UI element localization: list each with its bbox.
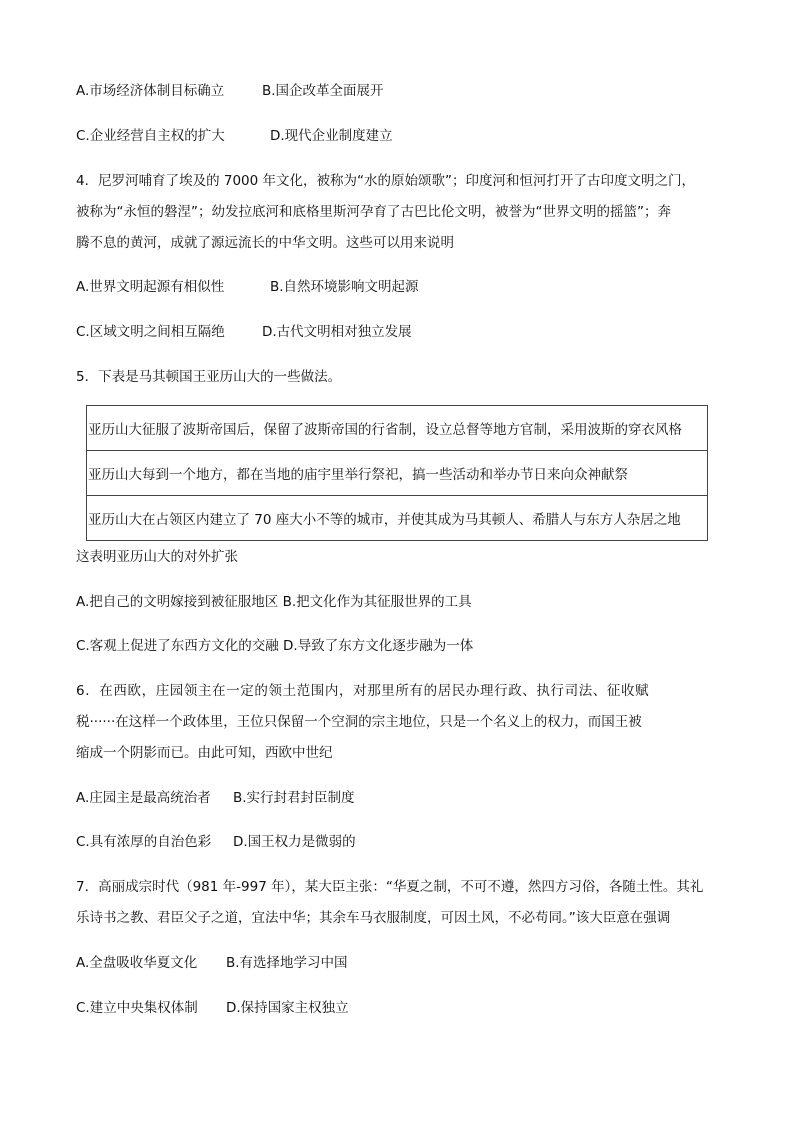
q6-option-a: A.庄园主是最高统治者 xyxy=(76,790,211,806)
q7-stem-line1: 7．高丽成宗时代（981 年-997 年），某大臣主张：“华夏之制，不可不遵，然四方习俗，各随土性。其礼 xyxy=(76,879,704,895)
q4-stem-line2: 被称为“永恒的磐涅”；幼发拉底河和底格里斯河孕育了古巴比伦文明，被誉为“世界文明的摇篮”；奔 xyxy=(76,204,671,220)
q4-option-c: C.区域文明之间相互隔绝 xyxy=(76,324,225,340)
q5-options-ab: A.把自己的文明嫁接到被征服地区 B.把文化作为其征服世界的工具 xyxy=(76,594,472,610)
q7-option-b: B.有选择地学习中国 xyxy=(226,955,348,971)
table-cell: 亚历山大征服了波斯帝国后，保留了波斯帝国的行省制，设立总督等地方官制，采用波斯的穿衣风格 xyxy=(87,406,708,451)
q7-stem-line2: 乐诗书之教、君臣父子之道，宜法中华；其余车马衣服制度，可因土风，不必苟同。”该大臣意在强调 xyxy=(76,910,671,926)
table-row xyxy=(87,496,708,541)
table-row xyxy=(87,406,708,451)
q6-stem-line2: 税······在这样一个政体里，王位只保留一个空洞的宗主地位，只是一个名义上的权力，而国王被 xyxy=(76,714,642,730)
q4-stem-line1: 4．尼罗河哺育了埃及的 7000 年文化，被称为“水的原始颂歌”；印度河和恒河打开了古印度文明之门， xyxy=(76,173,696,189)
q6-stem-line3: 缩成一个阴影而已。由此可知，西欧中世纪 xyxy=(76,745,333,761)
q3-option-b: B.国企改革全面展开 xyxy=(262,83,384,99)
q5-stem: 5．下表是马其顿国王亚历山大的一些做法。 xyxy=(76,369,342,385)
q5-table xyxy=(86,405,708,541)
q7-option-a: A.全盘吸收华夏文化 xyxy=(76,955,198,971)
q6-option-d: D.国王权力是微弱的 xyxy=(233,834,356,850)
table-cell: 亚历山大每到一个地方，都在当地的庙宇里举行祭祀，搞一些活动和举办节日来向众神献祭 xyxy=(87,451,708,496)
q3-option-a: A.市场经济体制目标确立 xyxy=(76,83,225,99)
table-cell: 亚历山大在占领区内建立了 70 座大小不等的城市，并使其成为马其顿人、希腊人与东方人杂居之地 xyxy=(87,496,708,541)
q4-option-b: B.自然环境影响文明起源 xyxy=(270,279,419,295)
q4-option-a: A.世界文明起源有相似性 xyxy=(76,279,225,295)
q6-option-c: C.具有浓厚的自治色彩 xyxy=(76,834,212,850)
q4-option-d: D.古代文明相对独立发展 xyxy=(262,324,412,340)
q7-option-d: D.保持国家主权独立 xyxy=(226,1000,349,1016)
table-row xyxy=(87,451,708,496)
q3-option-c: C.企业经营自主权的扩大 xyxy=(76,128,225,144)
q5-options-cd: C.客观上促进了东西方文化的交融 D.导致了东方文化逐步融为一体 xyxy=(76,638,474,654)
q6-stem-line1: 6．在西欧，庄园领主在一定的领土范围内，对那里所有的居民办理行政、执行司法、征收赋 xyxy=(76,683,650,699)
q5-followup: 这表明亚历山大的对外扩张 xyxy=(76,549,238,565)
q3-option-d: D.现代企业制度建立 xyxy=(270,128,393,144)
q6-option-b: B.实行封君封臣制度 xyxy=(233,790,355,806)
q4-stem-line3: 腾不息的黄河，成就了源远流长的中华文明。这些可以用来说明 xyxy=(76,235,454,251)
q7-option-c: C.建立中央集权体制 xyxy=(76,1000,198,1016)
